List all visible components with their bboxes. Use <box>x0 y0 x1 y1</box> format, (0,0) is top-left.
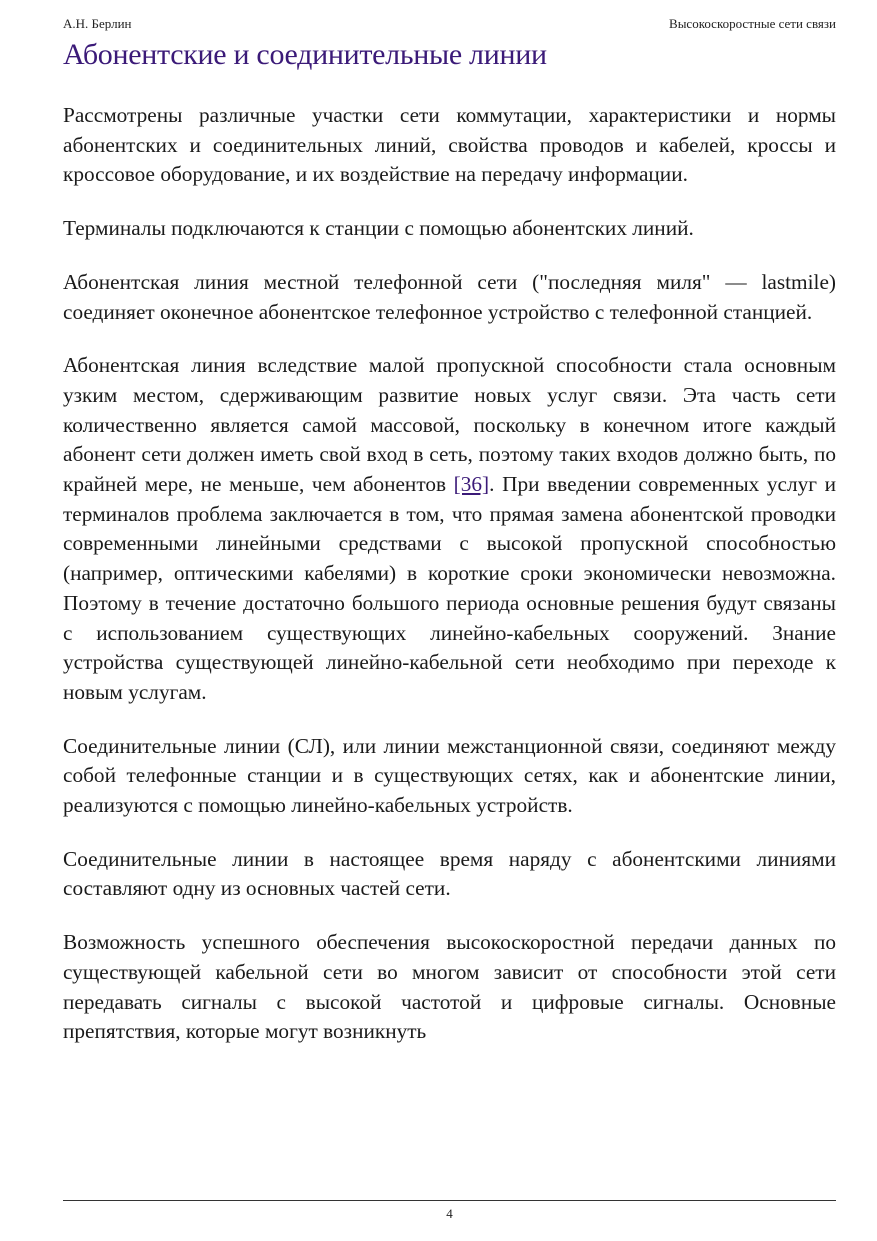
paragraph-4-text-before: Абонентская линия вследствие малой пропускной способности стала основным узким местом, сдерживающим развитие новых услуг связи. Эта часть сети количественно является самой массовой, поскольку в конечном итоге каждый абонент сети должен иметь свой вход в сеть, поэтому таких входов должно быть, по крайней мере, не меньше, чем абонентов <box>63 353 836 497</box>
paragraph-6: Соединительные линии в настоящее время наряду с абонентскими линиями составляют одну из основных частей сети. <box>63 846 836 901</box>
paragraph-1: Рассмотрены различные участки сети коммутации, характеристики и нормы абонентских и соединительных линий, свойства проводов и кабелей, кроссы и кроссовое оборудование, и их воздействие на передачу информации. <box>63 103 836 187</box>
paragraph-4 <box>63 351 836 707</box>
paragraph-5: Соединительные линии (СЛ), или линии межстанционной связи, соединяют между собой телефонные станции и в существующих сетях, как и абонентские линии, реализуются с помощью линейно-кабельных устройств. <box>63 733 836 818</box>
footer-divider <box>63 1200 836 1201</box>
page-number: 4 <box>446 1206 453 1221</box>
paragraph-3: Абонентская линия местной телефонной сети ("последняя миля" — lastmile) соединяет оконечное абонентское телефонное устройство с телефонной станцией. <box>63 269 836 324</box>
section-title: Абонентские и соединительные линии <box>63 38 547 71</box>
text-clip <box>63 0 836 1200</box>
paragraph-4-text-after: . При введении современных услуг и терминалов проблема заключается в том, что прямая замена абонентской проводки современными линейными средствами с высокой пропускной способностью (например, оптическими кабелями) в короткие сроки экономически невозможна. Поэтому в течение достаточно большого периода основные решения будут связаны с использованием существующих линейно-кабельных сооружений. Знание устройства существующей линейно-кабельной сети необходимо при переходе к новым услугам. <box>63 472 836 704</box>
body-text <box>63 101 836 1047</box>
document-page <box>63 0 836 1241</box>
header-book-title: Высокоскоростные сети связи <box>669 16 836 31</box>
header-author: А.Н. Берлин <box>63 16 132 31</box>
paragraph-7: Возможность успешного обеспечения высокоскоростной передачи данных по существующей кабельной сети во многом зависит от способности этой сети передавать сигналы с высокой частотой и цифровые сигналы. Основные препятствия, которые могут возникнуть <box>63 930 836 1044</box>
paragraph-2: Терминалы подключаются к станции с помощью абонентских линий. <box>63 216 694 241</box>
reference-link-36[interactable]: [36] <box>453 472 490 497</box>
